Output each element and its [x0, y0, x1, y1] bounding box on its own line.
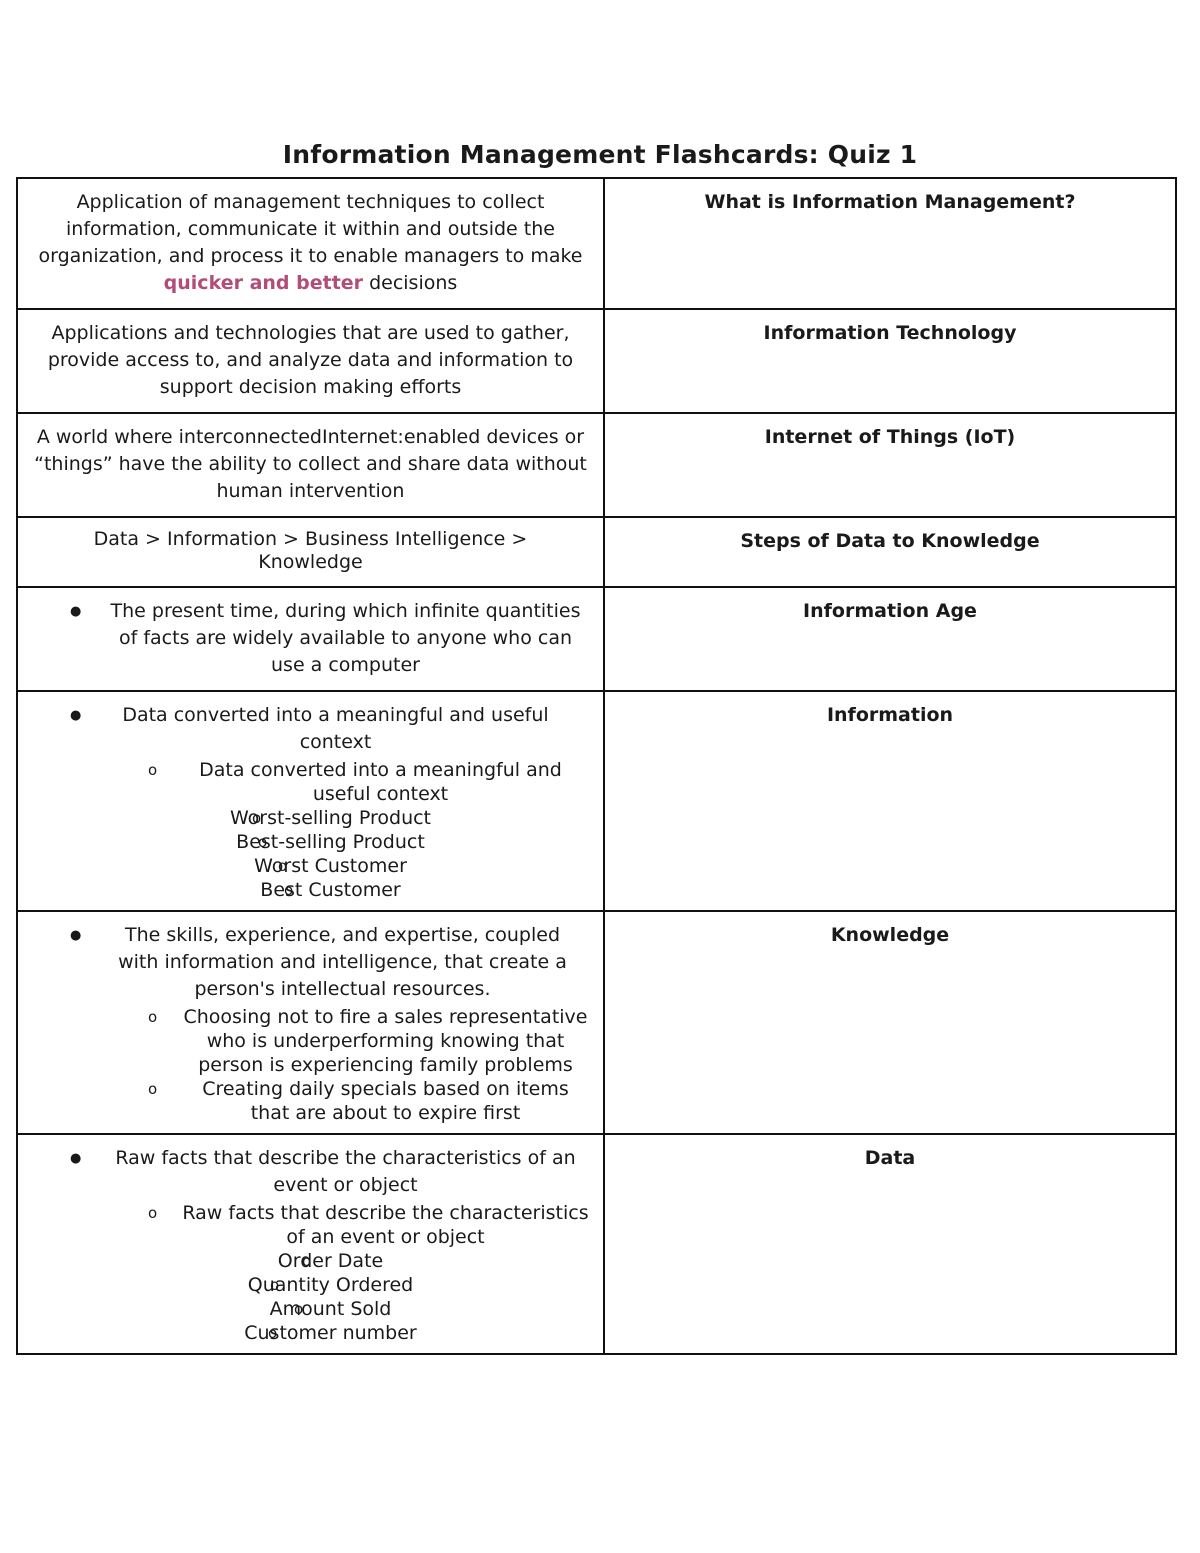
definition-cell — [17, 691, 604, 911]
sub-bullet-text: Choosing not to fire a sales representative who is underperforming knowing that person is experiencing family problems — [183, 1006, 588, 1076]
term-cell — [604, 911, 1176, 1134]
list-item — [30, 922, 591, 1003]
list-item — [30, 1273, 591, 1297]
sub-bullet-text: Raw facts that describe the characteristics of an event or object — [182, 1202, 589, 1248]
term-label: What is Information Management? — [704, 191, 1076, 213]
list-item — [30, 598, 591, 679]
bullet-list — [30, 702, 591, 902]
definition-text: Data > Information > Business Intelligence > Knowledge — [93, 528, 528, 573]
term-label: Knowledge — [830, 924, 950, 946]
term-label: Information Age — [803, 600, 977, 622]
bullet-text: The present time, during which infinite quantities of facts are widely available to anyone who can use a computer — [110, 600, 581, 676]
list-item — [30, 830, 591, 854]
list-item — [30, 1201, 591, 1249]
term-label: Steps of Data to Knowledge — [740, 530, 1040, 552]
list-item — [30, 1249, 591, 1273]
example-text: Worst Customer — [254, 855, 407, 877]
definition-text: A world where interconnectedInternet:enabled devices or “things” have the ability to collect and share data without human intervention — [34, 426, 587, 502]
table-row — [17, 691, 1176, 911]
example-text: Customer number — [244, 1322, 417, 1344]
example-text: Amount Sold — [269, 1298, 392, 1320]
definition-cell — [17, 178, 604, 309]
highlighted-phrase: quicker and better — [163, 272, 364, 294]
table-row — [17, 587, 1176, 691]
definition-cell — [17, 587, 604, 691]
definition-text: Application of management techniques to collect information, communicate it within and outside the organization, and process it to enable managers to make — [38, 191, 583, 267]
page-title: Information Management Flashcards: Quiz 1 — [282, 140, 918, 169]
list-item — [30, 758, 591, 806]
flashcard-table — [16, 177, 1177, 1355]
term-cell — [604, 691, 1176, 911]
bullet-list — [30, 1145, 591, 1345]
definition-text: Applications and technologies that are used to gather, provide access to, and analyze data and information to support decision making efforts — [47, 322, 574, 398]
bullet-text: Data converted into a meaningful and useful context — [122, 704, 549, 753]
list-item — [30, 1145, 591, 1199]
definition-text-end: decisions — [363, 272, 458, 294]
term-cell — [604, 413, 1176, 517]
list-item — [30, 878, 591, 902]
example-text: Quantity Ordered — [247, 1274, 414, 1296]
bullet-text: The skills, experience, and expertise, coupled with information and intelligence, that create a person's intellectual resources. — [118, 924, 567, 1000]
example-text: Worst-selling Product — [229, 807, 432, 829]
table-row — [17, 413, 1176, 517]
term-cell — [604, 517, 1176, 587]
list-item — [30, 1005, 591, 1077]
term-cell — [604, 309, 1176, 413]
bullet-list — [30, 598, 591, 679]
term-label: Information — [826, 704, 954, 726]
example-text: Best Customer — [260, 879, 401, 901]
term-cell — [604, 178, 1176, 309]
sub-bullet-text: Data converted into a meaningful and useful context — [199, 759, 562, 805]
list-item — [30, 1077, 591, 1125]
list-item — [30, 1321, 591, 1345]
table-row — [17, 517, 1176, 587]
term-label: Information Technology — [763, 322, 1017, 344]
bullet-text: Raw facts that describe the characteristics of an event or object — [115, 1147, 576, 1196]
definition-cell — [17, 911, 604, 1134]
term-label: Data — [864, 1147, 916, 1169]
list-item — [30, 702, 591, 756]
table-row — [17, 1134, 1176, 1354]
definition-cell — [17, 309, 604, 413]
bullet-list — [30, 922, 591, 1125]
term-cell — [604, 587, 1176, 691]
table-row — [17, 178, 1176, 309]
example-text: Order Date — [277, 1250, 384, 1272]
table-row — [17, 309, 1176, 413]
list-item — [30, 806, 591, 830]
definition-cell — [17, 1134, 604, 1354]
list-item — [30, 854, 591, 878]
term-label: Internet of Things (IoT) — [764, 426, 1016, 448]
table-row — [17, 911, 1176, 1134]
term-cell — [604, 1134, 1176, 1354]
list-item — [30, 1297, 591, 1321]
definition-cell — [17, 413, 604, 517]
sub-bullet-text: Creating daily specials based on items that are about to expire first — [202, 1078, 569, 1124]
definition-cell — [17, 517, 604, 587]
example-text: Best-selling Product — [236, 831, 425, 853]
